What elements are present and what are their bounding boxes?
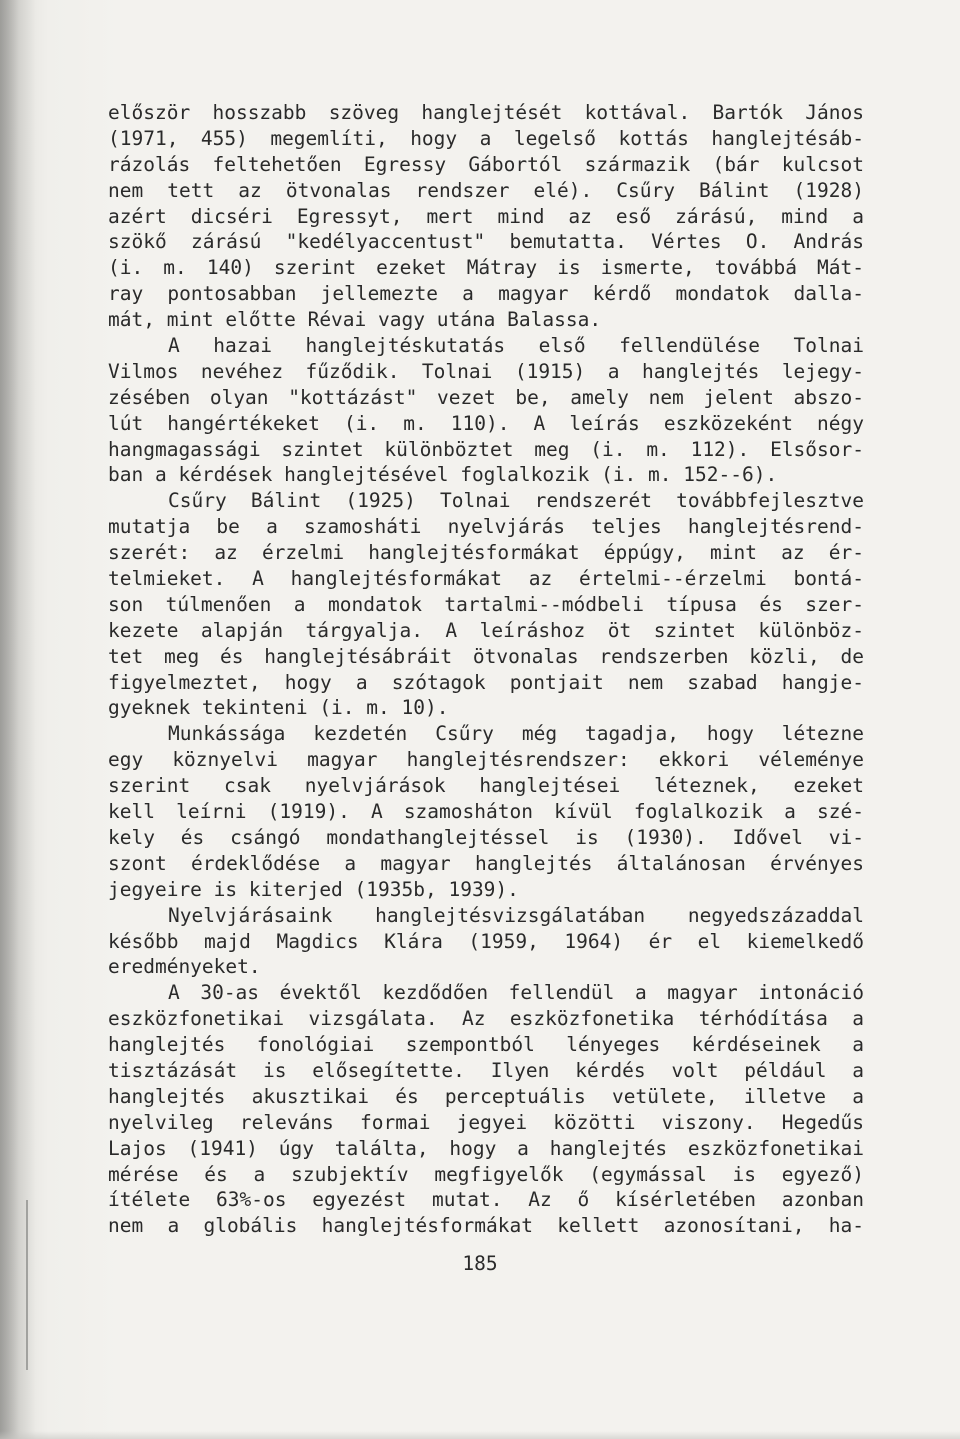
text-line: ítélete 63%-os egyezést mutat. Az ő kísérletében azonban (108, 1188, 864, 1212)
text-line: később majd Magdics Klára (1959, 1964) ér el kiemelkedő (108, 929, 864, 953)
text-line: mérése és a szubjektív megfigyelők (egymással is egyező) (108, 1162, 864, 1186)
text-line: először hosszabb szöveg hanglejtését kottával. Bartók János (108, 101, 864, 124)
text-line: eszközfonetikai vizsgálata. Az eszközfonetika térhódítása a (108, 1007, 864, 1031)
text-line: szökő zárású "kedélyaccentust" bemutatta. Vértes O. András (108, 230, 864, 254)
binding-shadow (0, 0, 36, 1439)
text-line: ray pontosabban jellemezte a magyar kérdő mondatok dalla- (108, 282, 864, 306)
text-line: jegyeire is kiterjed (1935b, 1939). (108, 877, 519, 901)
text-line: nyelvileg releváns formai jegyei közötti viszony. Hegedűs (108, 1110, 864, 1134)
text-line: Munkássága kezdetén Csűry még tagadja, hogy létezne (168, 722, 864, 746)
paragraph-p4 (108, 721, 864, 902)
text-line: A hazai hanglejtéskutatás első fellendülése Tolnai (168, 334, 864, 358)
text-line: szerint csak nyelvjárások hanglejtései léteznek, ezeket (108, 774, 864, 798)
text-line: hanglejtés fonológiai szempontból lényeges kérdéseinek a (108, 1033, 864, 1057)
text-line: eredményeket. (108, 955, 261, 979)
text-line: (i. m. 140) szerint ezeket Mátray is ismerte, továbbá Mát- (108, 256, 864, 280)
paragraph-p2 (108, 333, 864, 488)
text-line: A 30-as évektől kezdődően fellendül a magyar intonáció (168, 981, 864, 1005)
text-line: nem tett az ötvonalas rendszer elé). Csűry Bálint (1928) (108, 178, 864, 202)
text-line: son túlmenően a mondatok tartalmi--módbeli típusa és szer- (108, 592, 864, 616)
text-line: Csűry Bálint (1925) Tolnai rendszerét továbbfejlesztve (168, 489, 864, 513)
paragraph-p5 (108, 903, 864, 981)
text-line: azért dicséri Egressyt, mert mind az eső zárású, mind a (108, 204, 864, 228)
text-line: (1971, 455) megemlíti, hogy a legelső kottás hanglejtésáb- (108, 126, 864, 150)
text-line: gyeknek tekinteni (i. m. 10). (108, 696, 449, 720)
text-line: Vilmos nevéhez fűződik. Tolnai (1915) a hanglejtés lejegy- (108, 359, 864, 383)
text-line: figyelmeztet, hogy a szótagok pontjait nem szabad hangje- (108, 670, 864, 694)
text-line: kezete alapján tárgyalja. A leíráshoz öt szintet különböz- (108, 618, 864, 642)
text-line: kell leírni (1919). A szamosháton kívül foglalkozik a szé- (108, 800, 864, 824)
text-line: mutatja be a szamosháti nyelvjárás teljes hanglejtésrend- (108, 515, 864, 539)
text-line: egy köznyelvi magyar hanglejtésrendszer: ekkori véleménye (108, 748, 864, 772)
text-line: kely és csángó mondathanglejtéssel is (1930). Idővel vi- (108, 825, 864, 849)
text-line: tisztázását is elősegítette. Ilyen kérdés volt például a (108, 1058, 864, 1082)
page-bottom-edge (0, 1431, 960, 1439)
text-line: hanglejtés akusztikai és perceptuális vetülete, illetve a (108, 1084, 864, 1108)
text-line: nem a globális hanglejtésformákat kellett azonosítani, ha- (108, 1214, 864, 1238)
text-line: tet meg és hanglejtésábráit ötvonalas rendszerben közli, de (108, 644, 864, 668)
text-line: Lajos (1941) úgy találta, hogy a hanglejtés eszközfonetikai (108, 1136, 864, 1160)
paragraph-p3 (108, 488, 864, 721)
text-line: ban a kérdések hanglejtésével foglalkozik (i. m. 152--6). (108, 463, 778, 487)
text-line: szerét: az érzelmi hanglejtésformákat éppúgy, mint az ér- (108, 541, 864, 565)
text-line: zésében olyan "kottázást" vezet be, amely nem jelent abszo- (108, 385, 864, 409)
text-line: hangmagassági szintet különböztet meg (i. m. 112). Elsősor- (108, 437, 864, 461)
page-number: 185 (462, 1252, 498, 1275)
text-line: Nyelvjárásaink hanglejtésvizsgálatában negyedszázaddal (168, 903, 864, 927)
paragraph-p1 (108, 100, 864, 333)
text-line: rázolás feltehetően Egressy Gábortól származik (bár kulcsot (108, 152, 864, 176)
paragraph-p6 (108, 980, 864, 1239)
text-line: szont érdeklődése a magyar hanglejtés általánosan érvényes (108, 851, 864, 875)
binding-edge-mark (26, 1200, 28, 1370)
body-text (108, 100, 864, 1239)
text-line: mát, mint előtte Révai vagy utána Balassa. (108, 308, 602, 332)
text-line: telmieket. A hanglejtésformákat az értelmi--érzelmi bontá- (108, 567, 864, 591)
text-line: lút hangértékeket (i. m. 110). A leírás eszközeként négy (108, 411, 864, 435)
